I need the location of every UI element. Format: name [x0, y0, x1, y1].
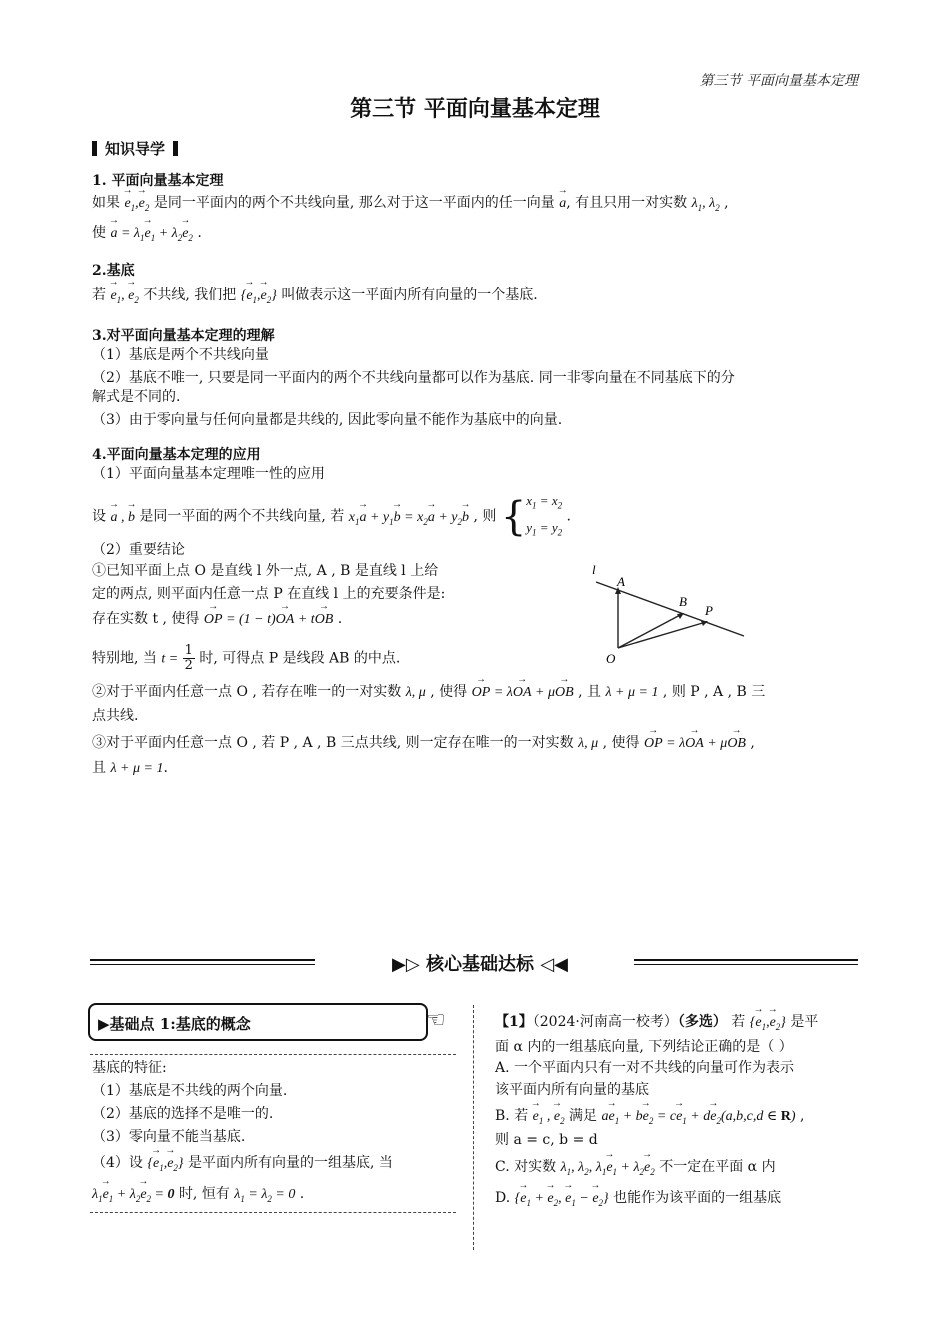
conclusion3-line2: 且 λ + μ = 1. [92, 760, 168, 776]
kp-line-2: （1）基底是不共线的两个向量. [92, 1083, 288, 1099]
conclusion1-line3: 存在实数 t , 使得 → OP = (1 − t)→ OA + t→ OB . [92, 609, 342, 630]
conclusion2-line1: ②对于平面内任意一点 O , 若存在唯一的一对实数 λ, μ , 使得 → OP = λ→ OA + μ→ OB , 且 λ + μ = 1 , 则 P , A , B 三 [92, 682, 765, 703]
sec3-item-3: （3）由于零向量与任何向量都是共线的, 因此零向量不能作为基底中的向量. [92, 412, 563, 428]
label-l: l [592, 562, 596, 577]
guide-heading: 知识导学 [92, 138, 186, 159]
page-title: 第三节 平面向量基本定理 [350, 96, 600, 122]
sec1-line2: 使 → $a = \lambda_1\to e_1 + \lambda_2\to e_2$ . [92, 223, 202, 248]
knowledge-point-box [88, 1003, 428, 1041]
label-O: O [606, 651, 616, 666]
conclusion1-line2: 定的两点, 则平面内任意一点 P 在直线 l 上的充要条件是: [92, 586, 446, 602]
uniqueness-line: 设 → a , → b 是同一平面的两个不共线向量, 若 $x_1\to a + y_1\to b = x_2\to a + y_2\to b$ , 则 {$x_1 = x_2$ $y_1 = y_2$ . [92, 490, 571, 543]
option-C: C. 对实数 $\lambda_1$, $\lambda_2$, $\lambda_1\to e_1 + \lambda_2\to e_2$ 不一定在平面 α 内 [495, 1157, 776, 1182]
divider-bottom [90, 1212, 456, 1213]
kp-line-6: $\lambda_1\to e_1 + \lambda_2\to e_2 = 0$ 时, 恒有 $\lambda_1 = \lambda_2 = 0$ . [92, 1184, 304, 1209]
divider-top [90, 1054, 456, 1055]
sec2-line: 若 → $e_1$, → $e_2$ 不共线, 我们把 {→ $e_1,\to e_2$} 叫做表示这一平面内所有向量的一个基底. [92, 285, 538, 310]
running-header: 第三节 平面向量基本定理 [699, 73, 858, 89]
problem-stem-line2: 面 α 内的一组基底向量, 下列结论正确的是（ ） [495, 1039, 793, 1055]
option-B-line1: B. 若 → $e_1$ , → $e_2$ 满足 $a\to e_1 + b\to e_2 = c\to e_1 + d\to e_2(a,b,c,d$ ∈ R) , [495, 1106, 804, 1131]
sec3-item-1: （1）基底是两个不共线向量 [92, 347, 269, 363]
line-figure [584, 560, 754, 670]
sec3-heading: 3.对平面向量基本定理的理解 [92, 328, 275, 344]
label-A: A [617, 574, 625, 589]
vector-OP [618, 622, 706, 648]
sec2-heading: 2.基底 [92, 263, 135, 279]
column-divider [473, 1005, 474, 1250]
conclusion1-line1: ①已知平面上点 O 是直线 l 外一点, A , B 是直线 l 上给 [92, 563, 439, 579]
sec1-heading: 1. 平面向量基本定理 [92, 173, 224, 189]
core-title: ▶▷ 核心基础达标 ◁◀ [392, 954, 568, 975]
vector-OB [618, 614, 682, 648]
pointing-hand-icon: ☜ [426, 1008, 446, 1033]
option-B-line2: 则 a = c, b = d [495, 1132, 598, 1148]
sec3-item-2-cont: 解式是不同的. [92, 389, 181, 405]
core-banner [0, 950, 950, 980]
label-B: B [679, 594, 687, 609]
conclusion3-line1: ③对于平面内任意一点 O , 若 P , A , B 三点共线, 则一定存在唯一的一对实数 λ, μ , 使得 → OP = λ→ OA + μ→ OB , [92, 733, 755, 754]
conclusion2-line2: 点共线. [92, 708, 139, 724]
option-D: D. {→ $e_1$ + → $e_2$, → $e_1$ − → $e_2$} 也能作为该平面的一组基底 [495, 1188, 781, 1213]
label-P: P [705, 603, 713, 618]
problem-stem-line1: 【1】（2024·河南高一校考）（多选） 若 {→ $e_1,\to e_2$} 是平 [495, 1012, 818, 1037]
sec3-item-2: （2）基底不唯一, 只要是同一平面内的两个不共线向量都可以作为基底. 同一非零向量在不同基底下的分 [92, 370, 735, 386]
kp-line-5: （4）设 {→ $e_1,\to e_2$} 是平面内所有向量的一组基底, 当 [92, 1153, 393, 1178]
sec4-sub1: （1）平面向量基本定理唯一性的应用 [92, 466, 325, 482]
option-A-line1: A. 一个平面内只有一对不共线的向量可作为表示 [495, 1060, 795, 1076]
conclusion1-line4: 特别地, 当 t = $\frac{1}{2}$ 时, 可得点 P 是线段 AB 的中点. [92, 643, 401, 673]
kp-line-4: （3）零向量不能当基底. [92, 1129, 246, 1145]
option-A-line2: 该平面内所有向量的基底 [495, 1082, 649, 1098]
sec4-sub2: （2）重要结论 [92, 542, 185, 558]
kp-line-1: 基底的特征: [92, 1060, 167, 1076]
kp-line-3: （2）基底的选择不是唯一的. [92, 1106, 274, 1122]
sec1-line1: 如果 → $e_1,\to e_2$ 是同一平面内的两个不共线向量, 那么对于这一平面内的任一向量 → a, 有且只用一对实数 $\lambda_1$, $\lambda_2$ , [92, 193, 729, 218]
knowledge-point-label: ▶基础点 1:基底的概念 [98, 1015, 251, 1033]
sec4-heading: 4.平面向量基本定理的应用 [92, 447, 261, 463]
